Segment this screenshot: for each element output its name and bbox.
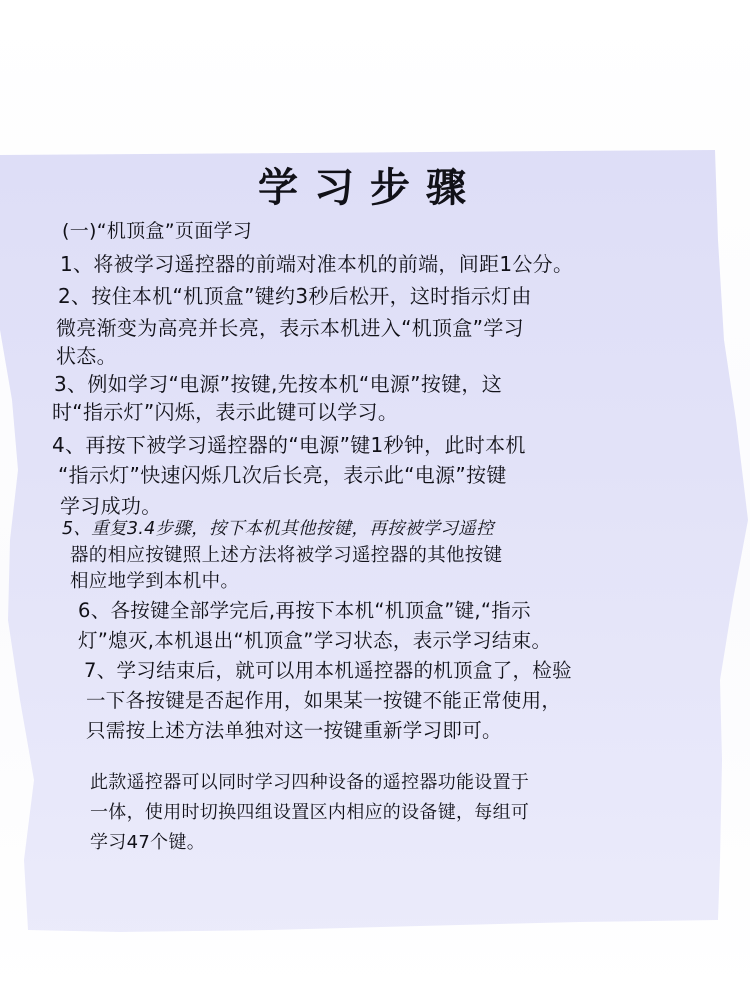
step-3-line-2: 时“指示灯”闪烁，表示此键可以学习。 [52,400,399,424]
step-5-line-1: 5、重复3.4步骤，按下本机其他按键，再按被学习遥控 [62,519,494,539]
step-4-line-2: “指示灯”快速闪烁几次后长亮，表示此“电源”按键 [58,463,507,487]
note-line-1: 此款遥控器可以同时学习四种设备的遥控器功能设置于 [90,772,530,793]
step-7-line-1: 7、学习结束后，就可以用本机遥控器的机顶盒了，检验 [84,659,572,682]
note-line-3: 学习47个键。 [90,832,206,853]
step-7-line-2: 一下各按键是否起作用，如果某一按键不能正常使用， [86,689,562,712]
step-4-line-3: 学习成功。 [60,494,162,518]
step-5-line-3: 相应地学到本机中。 [70,571,240,592]
step-7-line-3: 只需按上述方法单独对这一按键重新学习即可。 [86,719,502,742]
step-2-line-3: 状态。 [56,344,117,368]
section-heading: (一)“机顶盒”页面学习 [62,220,253,242]
step-2-line-2: 微亮渐变为高亮并长亮，表示本机进入“机顶盒”学习 [56,316,524,340]
step-6-line-2: 灯”熄灭,本机退出“机顶盒”学习状态，表示学习结束。 [78,629,552,652]
step-3-line-1: 3、例如学习“电源”按键,先按本机“电源”按键，这 [54,372,503,396]
step-5-line-2: 器的相应按键照上述方法将被学习遥控器的其他按键 [70,545,503,566]
note-line-2: 一体，使用时切换四组设置区内相应的设备键，每组可 [90,802,530,823]
step-4-line-1: 4、再按下被学习遥控器的“电源”键1秒钟，此时本机 [52,433,526,457]
step-2-line-1: 2、按住本机“机顶盒”键约3秒后松开，这时指示灯由 [58,284,532,308]
step-6-line-1: 6、各按键全部学完后,再按下本机“机顶盒”键,“指示 [78,599,531,622]
step-1-line-1: 1、将被学习遥控器的前端对准本机的前端，间距1公分。 [60,252,574,276]
document-title: 学习步骤 [258,165,482,211]
